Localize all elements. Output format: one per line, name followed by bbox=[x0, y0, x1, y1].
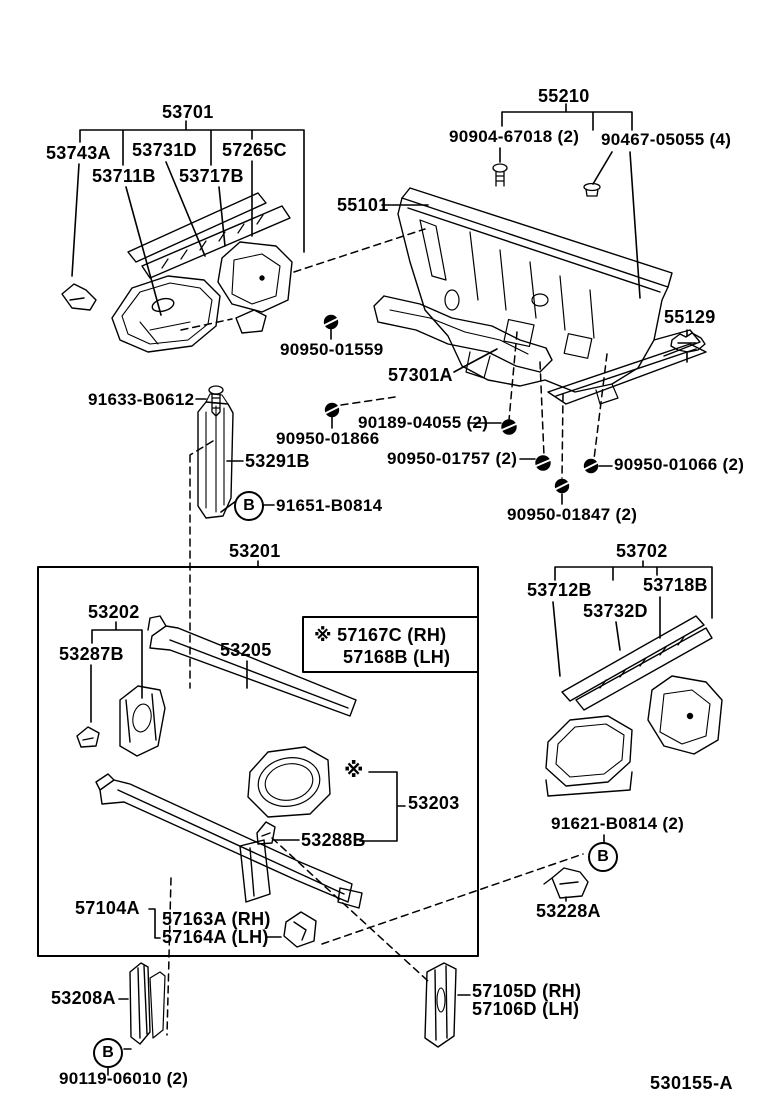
part-label-57106D: 57106D (LH) bbox=[472, 999, 580, 1019]
b-marker-3: B bbox=[93, 1038, 123, 1068]
clip-90467-icon bbox=[584, 184, 600, 197]
rail-outer bbox=[128, 193, 266, 262]
bolt-90904-icon bbox=[493, 164, 507, 186]
side-panel-ring-outer bbox=[254, 752, 325, 812]
part-label-90950-01559: 90950-01559 bbox=[280, 340, 384, 359]
bolt-shank bbox=[496, 172, 504, 186]
part-label-57104A: 57104A bbox=[75, 898, 140, 918]
note-line-rh bbox=[314, 626, 446, 646]
rail-b bbox=[576, 628, 712, 710]
cowl-bars bbox=[402, 188, 672, 292]
part-label-57301A: 57301A bbox=[388, 365, 453, 385]
part-label-53288B: 53288B bbox=[301, 830, 366, 850]
part-label-90904: 90904-67018 (2) bbox=[449, 127, 580, 146]
part-label-57265C: 57265C bbox=[222, 140, 287, 160]
panel-hole-c bbox=[445, 290, 459, 310]
bracket-53228A-art bbox=[544, 868, 588, 898]
note-mark: ※ bbox=[314, 625, 332, 646]
wheelhouse-dot bbox=[688, 714, 693, 719]
apron-rh-art bbox=[546, 616, 722, 796]
nut-90189-icon bbox=[502, 420, 516, 434]
grommet-90950-01847-icon bbox=[556, 480, 569, 493]
bracket-57104A bbox=[149, 909, 160, 938]
bolt-head bbox=[493, 164, 507, 172]
part-label-53717B: 53717B bbox=[179, 166, 244, 186]
part-label-53712B: 53712B bbox=[527, 580, 592, 600]
bolt-head bbox=[209, 386, 223, 394]
grommet-90950-01757-icon bbox=[536, 456, 550, 470]
part-label-91621: 91621-B0814 (2) bbox=[551, 814, 685, 833]
bracket-small bbox=[236, 310, 266, 333]
group-label-53201: 53201 bbox=[229, 541, 281, 561]
part-label-55129: 55129 bbox=[664, 307, 716, 327]
wheelhouse-outline bbox=[218, 242, 292, 312]
support-53291B-art bbox=[198, 394, 233, 518]
part-label-90950-01866: 90950-01866 bbox=[276, 429, 380, 448]
dash-01866-to-brace bbox=[341, 397, 395, 405]
rail-hatch bbox=[162, 215, 263, 268]
wheelhouse-dot bbox=[260, 276, 264, 280]
apron-hole bbox=[151, 296, 175, 313]
part-label-90950-01757: 90950-01757 (2) bbox=[387, 449, 518, 468]
strip-front bbox=[130, 963, 150, 1044]
wheelhouse bbox=[648, 676, 722, 754]
panel-hole-b bbox=[564, 334, 592, 359]
b-marker-1: B bbox=[234, 491, 264, 521]
part-label-57105D: 57105D (RH) bbox=[472, 981, 582, 1001]
dash-apron-to-panel bbox=[294, 229, 425, 272]
rail-inner bbox=[142, 206, 290, 278]
strip-back bbox=[150, 972, 165, 1038]
wheelhouse-inner bbox=[660, 690, 710, 744]
rail-a bbox=[562, 616, 704, 701]
note-line-lh: 57168B (LH) bbox=[343, 647, 451, 667]
part-label-57163A: 57163A (RH) bbox=[162, 909, 271, 929]
figure-code: 530155-A bbox=[650, 1073, 734, 1093]
outline bbox=[544, 868, 588, 898]
part-label-90467: 90467-05055 (4) bbox=[601, 130, 732, 149]
apron-panel-inner bbox=[556, 724, 624, 777]
apron-lh-art bbox=[62, 193, 292, 352]
grommet-90950-01866-icon bbox=[326, 404, 339, 417]
part-label-53718B: 53718B bbox=[643, 575, 708, 595]
part-label-53701: 53701 bbox=[162, 102, 214, 122]
part-label-55101: 55101 bbox=[337, 195, 389, 215]
part-label-91651: 91651-B0814 bbox=[276, 496, 383, 515]
leader-53712B bbox=[553, 602, 560, 676]
leader-90467 bbox=[593, 152, 640, 298]
part-label-55210: 55210 bbox=[538, 86, 590, 106]
part-label-53205: 53205 bbox=[220, 640, 272, 660]
part-label-53291B: 53291B bbox=[245, 451, 310, 471]
note-mark-53203: ※ bbox=[344, 758, 364, 782]
clip-53743A bbox=[62, 284, 96, 310]
dash-01066 bbox=[594, 354, 607, 459]
part-label-53287B: 53287B bbox=[59, 644, 124, 664]
part-label-57164A: 57164A (LH) bbox=[162, 927, 269, 947]
part-label-53203: 53203 bbox=[408, 793, 460, 813]
leader-57301A bbox=[454, 349, 497, 372]
part-label-53732D: 53732D bbox=[583, 601, 648, 621]
part-label-53208A: 53208A bbox=[51, 988, 116, 1008]
apron-panel-inner bbox=[122, 283, 212, 344]
b-marker-2: B bbox=[588, 842, 618, 872]
part-label-91633: 91633-B0612 bbox=[88, 390, 195, 409]
note-part-57167C: 57167C (RH) bbox=[337, 625, 447, 645]
panel-53202-hole bbox=[131, 703, 154, 734]
dash-01847 bbox=[562, 394, 563, 478]
grommet-90950-01559-icon bbox=[325, 316, 338, 329]
grommet-90950-01066-icon bbox=[585, 460, 598, 473]
part-label-90119: 90119-06010 (2) bbox=[59, 1069, 189, 1088]
part-label-53228A: 53228A bbox=[536, 901, 601, 921]
stay-57163A bbox=[284, 912, 316, 947]
brace-caps bbox=[374, 296, 552, 372]
wheelhouse-inner bbox=[232, 254, 280, 304]
part-label-53743A: 53743A bbox=[46, 143, 111, 163]
part-label-90950-01847: 90950-01847 (2) bbox=[507, 505, 638, 524]
outline bbox=[425, 963, 456, 1047]
slot bbox=[437, 988, 445, 1012]
stay-57105D-art bbox=[425, 963, 456, 1047]
group-label-53702: 53702 bbox=[616, 541, 668, 561]
part-label-90950-01066: 90950-01066 (2) bbox=[614, 455, 745, 474]
leader-53743A bbox=[72, 164, 79, 276]
panel-ribs bbox=[470, 232, 594, 338]
support-53208A-art bbox=[130, 963, 165, 1044]
part-label-53202: 53202 bbox=[88, 602, 140, 622]
dash-53291B-to-box bbox=[190, 441, 213, 688]
bracket-53203 bbox=[360, 772, 405, 841]
dash-01757 bbox=[540, 362, 544, 456]
bracket-53287B bbox=[77, 727, 99, 747]
leader-53732D bbox=[616, 622, 620, 650]
part-label-53711B: 53711B bbox=[92, 166, 156, 186]
inner bbox=[206, 406, 224, 512]
apron-panel-outline bbox=[112, 276, 220, 352]
part-label-90189: 90189-04055 (2) bbox=[358, 413, 489, 432]
side-panel-ring-inner bbox=[262, 759, 316, 804]
part-label-53731D: 53731D bbox=[132, 140, 197, 160]
brace-mid bbox=[390, 310, 528, 354]
crossmember-stay bbox=[240, 840, 270, 902]
